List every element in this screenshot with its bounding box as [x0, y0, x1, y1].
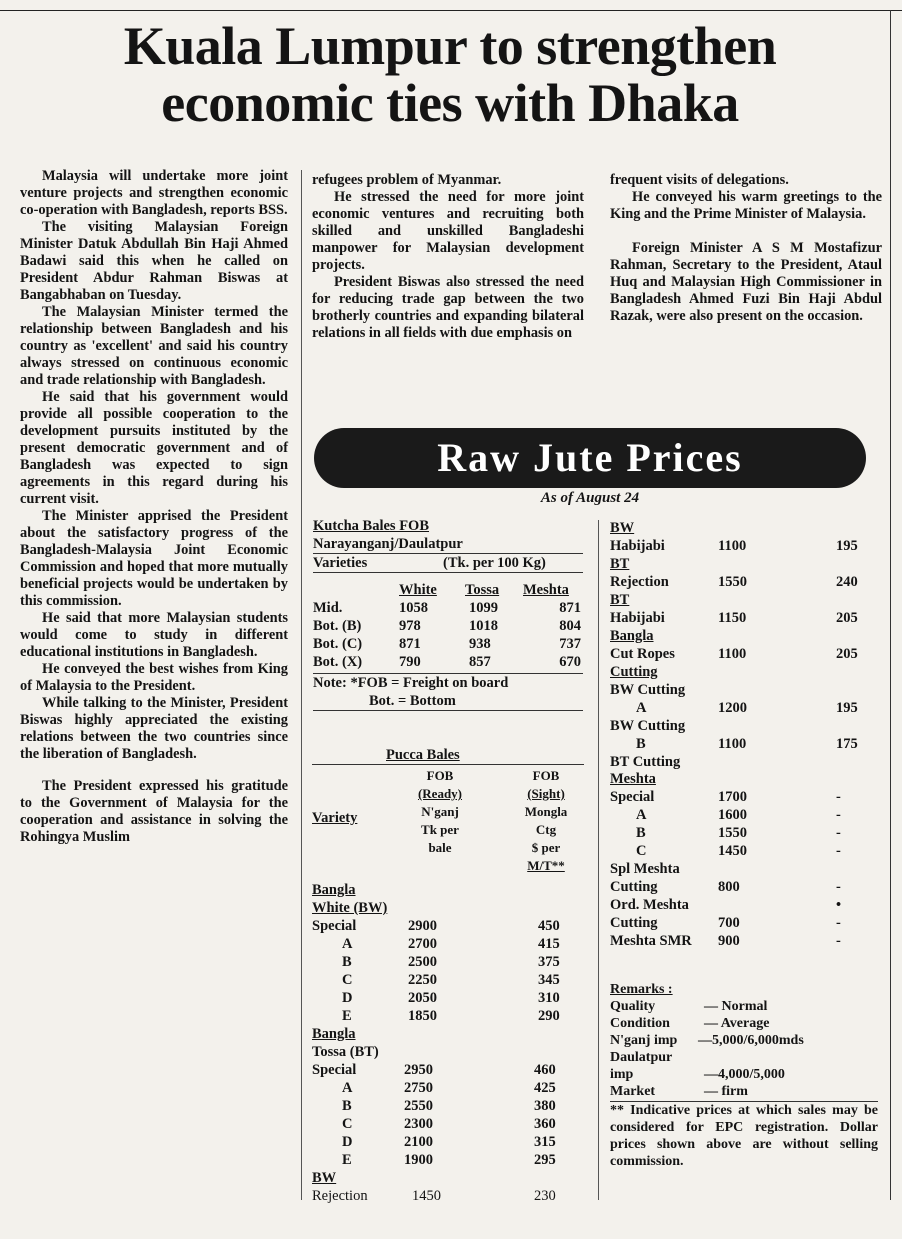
- paragraph: refugees problem of Myanmar.: [312, 172, 502, 188]
- tossa-value: 857: [469, 654, 491, 670]
- usd-value: 380: [534, 1098, 556, 1114]
- table-row: [610, 717, 876, 735]
- table-row: [312, 1133, 584, 1151]
- remark-row: [610, 1015, 878, 1032]
- tk-value: 2500: [408, 954, 437, 970]
- grade: A: [342, 936, 353, 952]
- table-row: [312, 971, 584, 989]
- grade: Meshta SMR: [610, 933, 692, 949]
- grade: C: [342, 1116, 353, 1132]
- grade: Habijabi: [610, 538, 665, 554]
- tk-value: 2050: [408, 990, 437, 1006]
- usd-value: •: [836, 897, 842, 913]
- tk-value: 2700: [408, 936, 437, 952]
- fob-sight-header: [508, 767, 584, 875]
- table-row: [610, 591, 876, 609]
- remark-value: —5,000/6,000mds: [698, 1033, 804, 1048]
- grade: E: [342, 1008, 352, 1024]
- grade: Cutting: [610, 879, 658, 895]
- usd-value: 450: [538, 918, 560, 934]
- tk-value: 1450: [718, 843, 747, 859]
- grade: Rejection: [312, 1188, 368, 1204]
- tk-value: 1100: [718, 736, 747, 752]
- meshta-value: 871: [559, 600, 581, 616]
- paragraph: The Minister apprised the President about the satisfactory progress of the Bangladesh-Malaysia Joint Economic Commission and hoped that more mutually beneficial projects would be undertaken by this commission.: [20, 508, 288, 609]
- header-white: White: [399, 582, 437, 598]
- grade: Cutting: [610, 664, 658, 680]
- top-rule: [0, 10, 902, 11]
- fob-unit: $ per: [531, 840, 561, 855]
- paragraph: He said that his government would provide all possible cooperation to the development pursuits instituted by the present democratic government and of Bangladesh was expected to sign agreements in this regard during his current visit.: [20, 389, 288, 507]
- usd-value: 195: [836, 538, 858, 554]
- column-rule: [301, 170, 302, 1200]
- table-row: [313, 653, 583, 671]
- kutcha-note-2: Bot. = Bottom: [369, 693, 456, 709]
- usd-value: 345: [538, 972, 560, 988]
- usd-value: 240: [836, 574, 858, 590]
- usd-value: 460: [534, 1062, 556, 1078]
- table-row: [610, 860, 876, 878]
- remark-value: — Normal: [704, 999, 768, 1014]
- grade: Ord. Meshta: [610, 897, 689, 913]
- tk-value: 1450: [412, 1188, 441, 1204]
- grade: Cut Ropes: [610, 646, 675, 662]
- table-row: [610, 753, 876, 771]
- table-row: [610, 645, 876, 663]
- table-row: [312, 1061, 584, 1079]
- remarks-title: Remarks :: [610, 982, 673, 997]
- table-row: [610, 824, 876, 842]
- table-row: [610, 735, 876, 753]
- table-row: [610, 519, 876, 537]
- tk-value: 2250: [408, 972, 437, 988]
- white-value: 790: [399, 654, 421, 670]
- group-label: White (BW): [312, 900, 388, 916]
- grade: BT: [610, 592, 630, 608]
- grade: D: [342, 1134, 353, 1150]
- table-row: [312, 1115, 584, 1133]
- usd-value: 230: [534, 1188, 556, 1204]
- footnote: ** Indicative prices at which sales may be considered for EPC registration. Dollar prices shown above are without selling commission.: [610, 1103, 878, 1169]
- grade: Meshta: [610, 771, 656, 787]
- usd-value: 315: [534, 1134, 556, 1150]
- remark-row: [610, 1066, 878, 1083]
- kutcha-title: Kutcha Bales FOB: [313, 518, 430, 534]
- remark-label: imp: [610, 1067, 634, 1082]
- as-of-date: As of August 24: [540, 490, 640, 506]
- table-row: [610, 842, 876, 860]
- remark-label: Market: [610, 1084, 656, 1099]
- remark-row: [610, 1083, 878, 1100]
- table-row: [610, 806, 876, 824]
- grade: Cutting: [610, 915, 658, 931]
- paragraph: The Malaysian Minister termed the relationship between Bangladesh and his country as 'excellent' and said his country always stressed on continuous economic and trade relationship with Bangladesh.: [20, 304, 288, 388]
- usd-value: -: [836, 825, 841, 841]
- fob-sight: (Sight): [527, 786, 565, 801]
- table-row: [610, 914, 876, 932]
- table-row: [610, 932, 876, 950]
- table-row: [312, 1079, 584, 1097]
- group-label: Tossa (BT): [312, 1044, 379, 1060]
- remark-value: —4,000/5,000: [704, 1067, 785, 1082]
- fob-ready: (Ready): [417, 786, 463, 801]
- usd-value: -: [836, 915, 841, 931]
- paragraph: frequent visits of delegations.: [610, 172, 789, 188]
- headline-line-1: Kuala Lumpur to strengthen: [123, 16, 777, 76]
- usd-value: 375: [538, 954, 560, 970]
- grade: B: [636, 825, 646, 841]
- table-row: [312, 935, 584, 953]
- usd-value: -: [836, 807, 841, 823]
- table-row: [610, 537, 876, 555]
- table-row: [610, 788, 876, 806]
- tk-value: 2100: [404, 1134, 433, 1150]
- grade: Bot. (C): [313, 636, 363, 652]
- table-row: [610, 627, 876, 645]
- pucca-table: [312, 746, 584, 1205]
- meshta-value: 670: [559, 654, 581, 670]
- table-row: [610, 609, 876, 627]
- tk-value: 1550: [718, 825, 747, 841]
- grade: BW Cutting: [610, 718, 686, 734]
- paragraph: While talking to the Minister, President Biswas highly appreciated the existing relations between the two countries since the liberation of Bangladesh.: [20, 695, 288, 762]
- paragraph: He conveyed the best wishes from King of Malaysia to the President.: [20, 661, 288, 694]
- grade: Special: [312, 1062, 357, 1078]
- table-row: [313, 635, 583, 653]
- fob-label: FOB: [426, 768, 454, 783]
- tk-value: 900: [718, 933, 740, 949]
- remark-row: [610, 1049, 878, 1066]
- remark-label: Daulatpur: [610, 1050, 673, 1065]
- table-row: [610, 555, 876, 573]
- table-row: [610, 663, 876, 681]
- grade: E: [342, 1152, 352, 1168]
- grade: Bot. (X): [313, 654, 363, 670]
- paragraph: The President expressed his gratitude to the Government of Malaysia for the cooperation and assistance in solving the Rohingya Muslim: [20, 778, 288, 845]
- article-column-3: [610, 172, 882, 325]
- article-column-1: [20, 168, 288, 846]
- grade: Special: [610, 789, 655, 805]
- tk-value: 2300: [404, 1116, 433, 1132]
- tk-value: 1700: [718, 789, 747, 805]
- table-row: [312, 1187, 584, 1205]
- remarks: [610, 981, 878, 1170]
- grade: Special: [312, 918, 357, 934]
- tk-value: 800: [718, 879, 740, 895]
- grade: C: [636, 843, 647, 859]
- remark-label: Quality: [610, 999, 656, 1014]
- paragraph: The visiting Malaysian Foreign Minister Datuk Abdullah Bin Haji Ahmed Badawi said this when he called on President Abdur Rahman Biswas at Bangabhaban on Tuesday.: [20, 219, 288, 303]
- remark-value: — firm: [704, 1084, 748, 1099]
- headline: [0, 18, 900, 132]
- remark-row: [610, 998, 878, 1015]
- table-row: [312, 1097, 584, 1115]
- remarks-rows: [610, 998, 878, 1100]
- table-row: [312, 1151, 584, 1169]
- fob-label: FOB: [532, 768, 560, 783]
- remark-row: [610, 1032, 878, 1049]
- kutcha-table: [313, 517, 583, 711]
- grade: BW Cutting: [610, 682, 686, 698]
- grade: BW: [610, 520, 635, 536]
- fob-ready-header: [400, 767, 480, 857]
- table-row: [610, 770, 876, 788]
- paragraph: He said that more Malaysian students would come to study in different educational institutions in Bangladesh.: [20, 610, 288, 660]
- usd-value: 290: [538, 1008, 560, 1024]
- meshta-value: 804: [559, 618, 581, 634]
- kutcha-place: Narayanganj/Daulatpur: [313, 536, 463, 552]
- paragraph: Foreign Minister A S M Mostafizur Rahman, Secretary to the President, Ataul Huq and Malaysian High Commissioner in Bangladesh Ahmed Fuzi Bin Haji Abdul Razak, were also present on the occasion.: [610, 240, 882, 324]
- table-row: [610, 896, 876, 914]
- usd-value: 175: [836, 736, 858, 752]
- kutcha-unit: (Tk. per 100 Kg): [443, 555, 546, 571]
- grade: BT Cutting: [610, 754, 681, 770]
- grade: Habijabi: [610, 610, 665, 626]
- grade: BT: [610, 556, 630, 572]
- paragraph: President Biswas also stressed the need for reducing trade gap between the two brotherly countries and expanding bilateral relations in all fields with due emphasis on: [312, 274, 584, 341]
- column-rule: [598, 520, 599, 1200]
- tk-value: 2950: [404, 1062, 433, 1078]
- grade: A: [636, 807, 647, 823]
- white-value: 871: [399, 636, 421, 652]
- tk-value: 1600: [718, 807, 747, 823]
- grade: Bot. (B): [313, 618, 362, 634]
- usd-value: 360: [534, 1116, 556, 1132]
- table-row: [313, 617, 583, 635]
- table-row: [313, 599, 583, 617]
- paragraph: He conveyed his warm greetings to the King and the Prime Minister of Malaysia.: [610, 189, 882, 222]
- tossa-value: 1099: [469, 600, 498, 616]
- tossa-value: 1018: [469, 618, 498, 634]
- paragraph: He stressed the need for more joint economic ventures and recruiting both skilled and unskilled Bangladeshi manpower for Malaysian development projects.: [312, 189, 584, 273]
- table-row: [610, 573, 876, 591]
- usd-value: 415: [538, 936, 560, 952]
- usd-value: 295: [534, 1152, 556, 1168]
- usd-value: -: [836, 933, 841, 949]
- grade: Spl Meshta: [610, 861, 680, 877]
- table-row: [610, 878, 876, 896]
- usd-value: 310: [538, 990, 560, 1006]
- fob-unit-2: M/T**: [527, 858, 565, 873]
- header-meshta: Meshta: [523, 582, 569, 598]
- table-row: [312, 989, 584, 1007]
- headline-line-2: economic ties with Dhaka: [161, 73, 739, 133]
- usd-value: 195: [836, 700, 858, 716]
- table-row: [610, 681, 876, 699]
- tk-value: 2550: [404, 1098, 433, 1114]
- grade: C: [342, 972, 353, 988]
- grade: A: [636, 700, 647, 716]
- tossa-value: 938: [469, 636, 491, 652]
- fob-place: N'ganj: [421, 804, 459, 819]
- paragraph: Malaysia will undertake more joint venture projects and strengthen economic co-operation with Bangladesh, reports BSS.: [20, 168, 288, 218]
- white-value: 1058: [399, 600, 428, 616]
- kutcha-varieties: Varieties: [313, 555, 368, 571]
- grade: Bangla: [610, 628, 654, 644]
- usd-value: 425: [534, 1080, 556, 1096]
- table-row: [610, 699, 876, 717]
- group-label: Bangla: [312, 1026, 356, 1042]
- meshta-value: 737: [559, 636, 581, 652]
- remark-label: Condition: [610, 1016, 670, 1031]
- grade: B: [636, 736, 646, 752]
- variety-header: Variety: [312, 810, 358, 826]
- fob-unit-2: bale: [428, 840, 452, 855]
- usd-value: -: [836, 789, 841, 805]
- grade: B: [342, 1098, 352, 1114]
- table-row: [312, 917, 584, 935]
- table-row: [312, 1007, 584, 1025]
- remark-value: — Average: [704, 1016, 770, 1031]
- usd-value: 205: [836, 646, 858, 662]
- tk-value: 1900: [404, 1152, 433, 1168]
- tk-value: 2900: [408, 918, 437, 934]
- raw-jute-banner: Raw Jute Prices: [314, 428, 866, 488]
- tk-value: 1850: [408, 1008, 437, 1024]
- right-rule: [890, 10, 891, 1200]
- usd-value: 205: [836, 610, 858, 626]
- grade: B: [342, 954, 352, 970]
- tk-value: 1150: [718, 610, 747, 626]
- remark-label: N'ganj imp: [610, 1033, 678, 1048]
- grade: Rejection: [610, 574, 669, 590]
- header-tossa: Tossa: [465, 582, 500, 598]
- fob-place-2: Ctg: [535, 822, 557, 837]
- tk-value: 1200: [718, 700, 747, 716]
- white-value: 978: [399, 618, 421, 634]
- grade: A: [342, 1080, 353, 1096]
- grade: Mid.: [313, 600, 343, 616]
- grade: D: [342, 990, 353, 1006]
- tk-value: 1100: [718, 538, 747, 554]
- pucca-header: [312, 764, 584, 893]
- tk-value: 1550: [718, 574, 747, 590]
- pucca-title: Pucca Bales: [386, 747, 460, 763]
- group-label: Bangla: [312, 882, 356, 898]
- tk-value: 2750: [404, 1080, 433, 1096]
- article-column-2: [312, 172, 584, 342]
- kutcha-note-1: Note: *FOB = Freight on board: [313, 675, 509, 691]
- usd-value: -: [836, 879, 841, 895]
- tk-value: 700: [718, 915, 740, 931]
- jute-right-table: [610, 519, 876, 950]
- table-row: [312, 953, 584, 971]
- fob-unit: Tk per: [421, 822, 459, 837]
- fob-place: Mongla: [524, 804, 568, 819]
- group-label: BW: [312, 1170, 337, 1186]
- tk-value: 1100: [718, 646, 747, 662]
- usd-value: -: [836, 843, 841, 859]
